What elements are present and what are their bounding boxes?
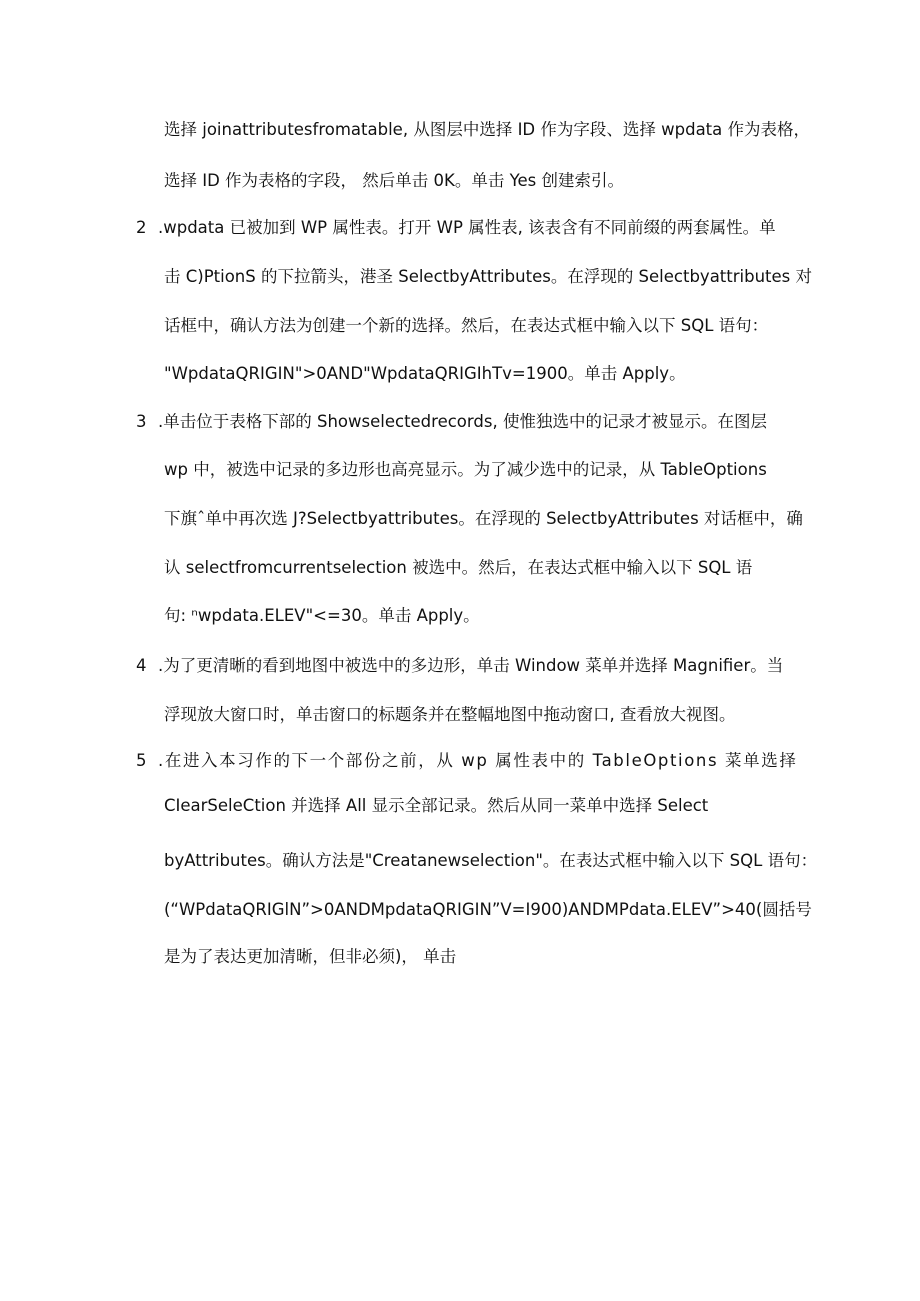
step-3-line-4: 认 selectfromcurrentselection 被选中。然后，在表达式框中输入以下 SQL 语 <box>164 558 753 577</box>
step-5-line-2: CIearSeleCtion 并选择 All 显示全部记录。然后从同一菜单中选择 Select <box>164 796 709 815</box>
step-5-line-3: byAttributes。确认方法是"Creatanewselection"。在表达式框中输入以下 SQL 语句： <box>164 851 818 870</box>
step-4-line-2: 浮现放大窗口时，单击窗口的标题条并在整幅地图中拖动窗口, 查看放大视图。 <box>164 705 736 724</box>
step-3-line-3: 下旗ˆ单中再次选 J?Selectbyattributes。在浮现的 SelectbyAttributes 对话框中，确 <box>164 509 803 528</box>
step-4-number: 4 <box>136 656 147 675</box>
step-5-number: 5 <box>136 751 147 770</box>
step-3-line-1: .单击位于表格下部的 Showselectedrecords, 使惟独选中的记录才被显示。在图层 <box>158 412 767 431</box>
step-5-line-5: 是为了表达更加清晰，但非必须)， 单击 <box>164 947 457 966</box>
step-4-line-1: .为了更清晰的看到地图中被选中的多边形，单击 Window 菜单并选择 Magnifier。当 <box>158 656 784 675</box>
intro-line-1: 选择 joinattributesfromatable, 从图层中选择 ID 作为字段、选择 wpdata 作为表格， <box>164 120 811 139</box>
step-3-number: 3 <box>136 412 147 431</box>
step-5-line-4: (“WPdataQRIGlN”>0ANDMpdataQRIGIN”V=I900)ANDMPdata.ELEV”>40(圆括号 <box>164 900 812 919</box>
step-2-line-4: "WpdataQRIGIN">0AND"WpdataQRIGIhTv=1900。单击 Apply。 <box>164 364 686 383</box>
step-2-line-3: 话框中，确认方法为创建一个新的选择。然后，在表达式框中输入以下 SQL 语句： <box>164 316 769 335</box>
step-2-number: 2 <box>136 218 147 237</box>
intro-line-2: 选择 ID 作为表格的字段， 然后单击 0K。单击 Yes 创建索引。 <box>164 171 624 190</box>
step-2-line-2: 击 C)PtionS 的下拉箭头，港圣 SelectbyAttributes。在浮现的 Selectbyattributes 对 <box>164 267 813 286</box>
step-5-line-1: .在进入本习作的下一个部份之前，从 wp 属性表中的 TableOptions 菜单选择 <box>158 751 798 770</box>
step-3-line-2: wp 中，被选中记录的多边形也高亮显示。为了减少选中的记录，从 TableOptions <box>164 460 767 479</box>
step-2-line-1: .wpdata 已被加到 WP 属性表。打开 WP 属性表, 该表含有不同前缀的两套属性。单 <box>158 218 776 237</box>
step-3-line-5: 句: ⁿwpdata.ELEV"<=30。单击 Apply。 <box>164 606 480 625</box>
